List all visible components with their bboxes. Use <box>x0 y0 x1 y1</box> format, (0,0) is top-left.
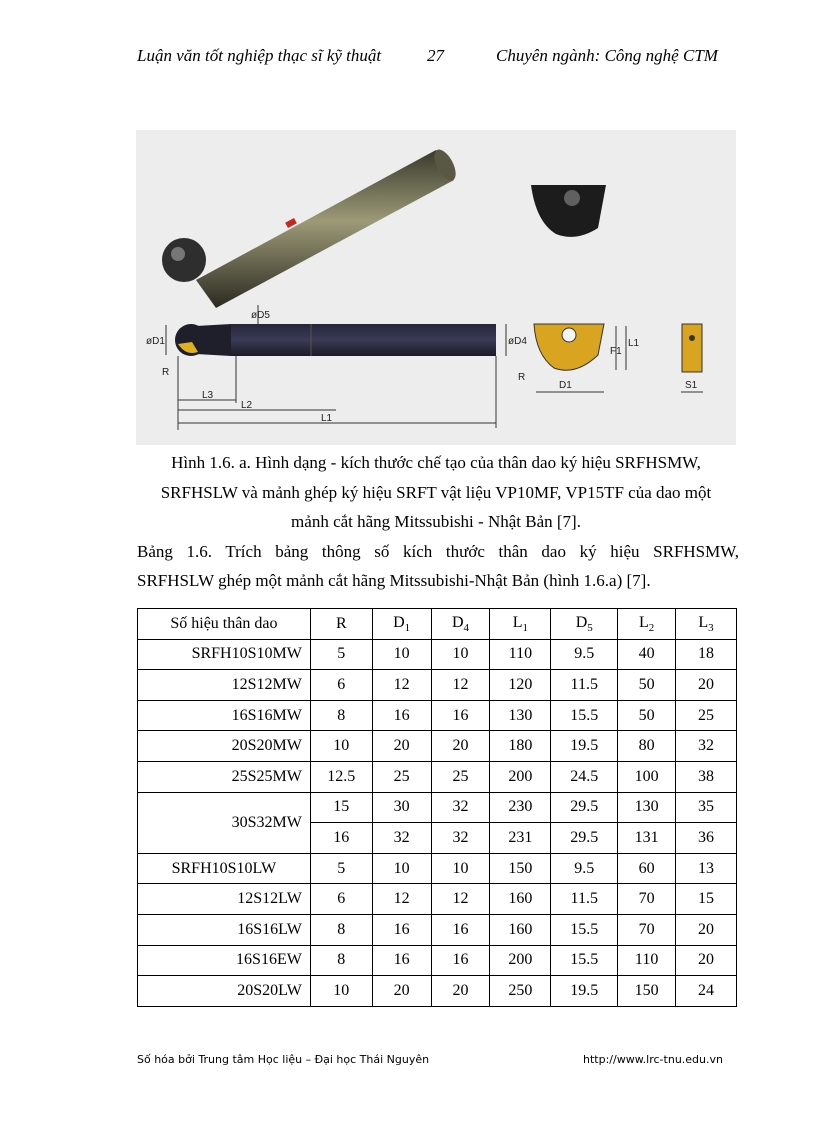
table-title-line-2: SRFHSLW ghép một mảnh cắt hãng Mitssubishi-Nhật Bản (hình 1.6.a) [7]. <box>137 571 651 590</box>
cell-r: 10 <box>310 731 372 762</box>
cell-r: 12.5 <box>310 761 372 792</box>
tool-side-view <box>166 305 506 430</box>
cell-l2: 70 <box>618 884 676 915</box>
cell-l2: 70 <box>618 914 676 945</box>
cell-l2: 130 <box>618 792 676 823</box>
table-row <box>138 670 737 701</box>
header-page-number: 27 <box>427 46 444 65</box>
label-l2: L2 <box>241 400 253 411</box>
cell-d5: 11.5 <box>551 884 618 915</box>
cell-d1: 20 <box>372 976 431 1007</box>
cell-d1: 30 <box>372 792 431 823</box>
footer-source: Số hóa bởi Trung tâm Học liệu – Đại học Thái Nguyên <box>137 1053 430 1066</box>
cell-d1: 32 <box>372 823 431 854</box>
cell-code: 25S25MW <box>138 761 311 792</box>
table-row <box>138 884 737 915</box>
figure-caption-line-2: SRFHSLW và mảnh ghép ký hiệu SRFT vật liệu VP10MF, VP15TF của dao một <box>160 483 712 502</box>
cell-d4: 32 <box>431 792 490 823</box>
cell-r: 15 <box>310 792 372 823</box>
cell-l3: 13 <box>676 853 737 884</box>
header-code: Số hiệu thân dao <box>138 609 311 640</box>
insert-photo <box>531 185 606 237</box>
cell-d5: 29.5 <box>551 792 618 823</box>
cell-d1: 12 <box>372 670 431 701</box>
label-d1: øD1 <box>146 336 165 347</box>
header-d4: $D_4$ <box>431 609 490 640</box>
cell-r: 5 <box>310 853 372 884</box>
figure-caption-line-1: Hình 1.6. a. Hình dạng - kích thước chế tạo của thân dao ký hiệu SRFHSMW, <box>171 453 701 472</box>
cell-l3: 18 <box>676 639 737 670</box>
cell-r: 16 <box>310 823 372 854</box>
cell-l2: 131 <box>618 823 676 854</box>
cell-d4: 16 <box>431 914 490 945</box>
cell-l1: 231 <box>490 823 551 854</box>
cell-l1: 180 <box>490 731 551 762</box>
cell-l1: 160 <box>490 914 551 945</box>
cell-d5: 15.5 <box>551 945 618 976</box>
cell-l1: 200 <box>490 761 551 792</box>
cell-code: SRFH10S10MW <box>138 639 311 670</box>
header-l1: $L_1$ <box>490 609 551 640</box>
header-l3: $L_3$ <box>676 609 737 640</box>
cell-d5: 9.5 <box>551 639 618 670</box>
cell-l3: 20 <box>676 670 737 701</box>
cell-d5: 15.5 <box>551 914 618 945</box>
tool-photo <box>162 146 460 308</box>
cell-l2: 50 <box>618 670 676 701</box>
tool-figure <box>136 130 736 445</box>
cell-l2: 110 <box>618 945 676 976</box>
cell-l2: 40 <box>618 639 676 670</box>
cell-code: 20S20MW <box>138 731 311 762</box>
cell-l2: 60 <box>618 853 676 884</box>
cell-l1: 230 <box>490 792 551 823</box>
cell-d1: 10 <box>372 853 431 884</box>
cell-d5: 29.5 <box>551 823 618 854</box>
cell-l3: 15 <box>676 884 737 915</box>
cell-l3: 36 <box>676 823 737 854</box>
header-d1: $D_1$ <box>372 609 431 640</box>
cell-code: 16S16MW <box>138 700 311 731</box>
cell-l3: 20 <box>676 945 737 976</box>
label-l1: L1 <box>321 413 333 424</box>
cell-r: 6 <box>310 884 372 915</box>
header-specialty: Chuyên ngành: Công nghệ CTM <box>496 46 718 65</box>
table-header-row <box>138 609 737 640</box>
header-r: R <box>310 609 372 640</box>
cell-d1: 20 <box>372 731 431 762</box>
cell-r: 8 <box>310 945 372 976</box>
insert-label-d1: D1 <box>559 380 572 391</box>
header-thesis-title: Luận văn tốt nghiệp thạc sĩ kỹ thuật <box>137 46 382 65</box>
cell-d4: 10 <box>431 639 490 670</box>
cell-d5: 24.5 <box>551 761 618 792</box>
table-row <box>138 761 737 792</box>
cell-code: 30S32MW <box>138 792 311 853</box>
cell-l1: 120 <box>490 670 551 701</box>
label-r: R <box>162 367 170 378</box>
cell-l3: 35 <box>676 792 737 823</box>
cell-l2: 50 <box>618 700 676 731</box>
cell-d5: 19.5 <box>551 731 618 762</box>
cell-r: 8 <box>310 700 372 731</box>
header-l2: $L_2$ <box>618 609 676 640</box>
label-l3: L3 <box>202 390 214 401</box>
cell-d1: 12 <box>372 884 431 915</box>
label-d5: øD5 <box>251 310 270 321</box>
cell-d1: 10 <box>372 639 431 670</box>
footer-url[interactable]: http://www.lrc-tnu.edu.vn <box>583 1053 723 1066</box>
cell-d4: 25 <box>431 761 490 792</box>
insert-label-l1: L1 <box>628 338 640 349</box>
cell-d4: 12 <box>431 884 490 915</box>
cell-r: 10 <box>310 976 372 1007</box>
cell-l1: 160 <box>490 884 551 915</box>
cell-d4: 16 <box>431 700 490 731</box>
insert-label-r: R <box>518 372 526 383</box>
cell-d5: 11.5 <box>551 670 618 701</box>
table-row <box>138 731 737 762</box>
cell-r: 5 <box>310 639 372 670</box>
cell-code: 16S16LW <box>138 914 311 945</box>
cell-l1: 110 <box>490 639 551 670</box>
cell-d4: 20 <box>431 976 490 1007</box>
cell-d1: 16 <box>372 914 431 945</box>
cell-d4: 12 <box>431 670 490 701</box>
dimension-table <box>137 608 737 1007</box>
cell-code: 12S12LW <box>138 884 311 915</box>
cell-l2: 150 <box>618 976 676 1007</box>
cell-d4: 16 <box>431 945 490 976</box>
table-row <box>138 945 737 976</box>
cell-code: 16S16EW <box>138 945 311 976</box>
cell-d4: 20 <box>431 731 490 762</box>
table-row <box>138 639 737 670</box>
cell-d5: 19.5 <box>551 976 618 1007</box>
cell-code: 12S12MW <box>138 670 311 701</box>
cell-d4: 10 <box>431 853 490 884</box>
cell-d1: 25 <box>372 761 431 792</box>
cell-d5: 9.5 <box>551 853 618 884</box>
table-row <box>138 853 737 884</box>
cell-r: 8 <box>310 914 372 945</box>
cell-l3: 20 <box>676 914 737 945</box>
cell-l2: 100 <box>618 761 676 792</box>
insert-label-f1: F1 <box>610 346 622 357</box>
cell-d1: 16 <box>372 945 431 976</box>
cell-l3: 24 <box>676 976 737 1007</box>
cell-d4: 32 <box>431 823 490 854</box>
cell-l1: 250 <box>490 976 551 1007</box>
figure-caption-line-3: mảnh cắt hãng Mitssubishi - Nhật Bản [7]. <box>291 512 581 531</box>
cell-l3: 25 <box>676 700 737 731</box>
cell-l3: 32 <box>676 731 737 762</box>
table-row <box>138 914 737 945</box>
cell-l2: 80 <box>618 731 676 762</box>
cell-l1: 130 <box>490 700 551 731</box>
cell-code: SRFH10S10LW <box>138 853 311 884</box>
table-row <box>138 700 737 731</box>
cell-l3: 38 <box>676 761 737 792</box>
table-row <box>138 976 737 1007</box>
cell-d5: 15.5 <box>551 700 618 731</box>
table-title-line-1: Bảng 1.6. Trích bảng thông số kích thước thân dao ký hiệu SRFHSMW, <box>137 542 739 561</box>
cell-r: 6 <box>310 670 372 701</box>
label-d4: øD4 <box>508 336 527 347</box>
cell-d1: 16 <box>372 700 431 731</box>
header-d5: $D_5$ <box>551 609 618 640</box>
cell-l1: 150 <box>490 853 551 884</box>
tool-drawing <box>136 130 736 445</box>
cell-l1: 200 <box>490 945 551 976</box>
table-row <box>138 792 737 823</box>
cell-code: 20S20LW <box>138 976 311 1007</box>
insert-label-s1: S1 <box>685 380 698 391</box>
